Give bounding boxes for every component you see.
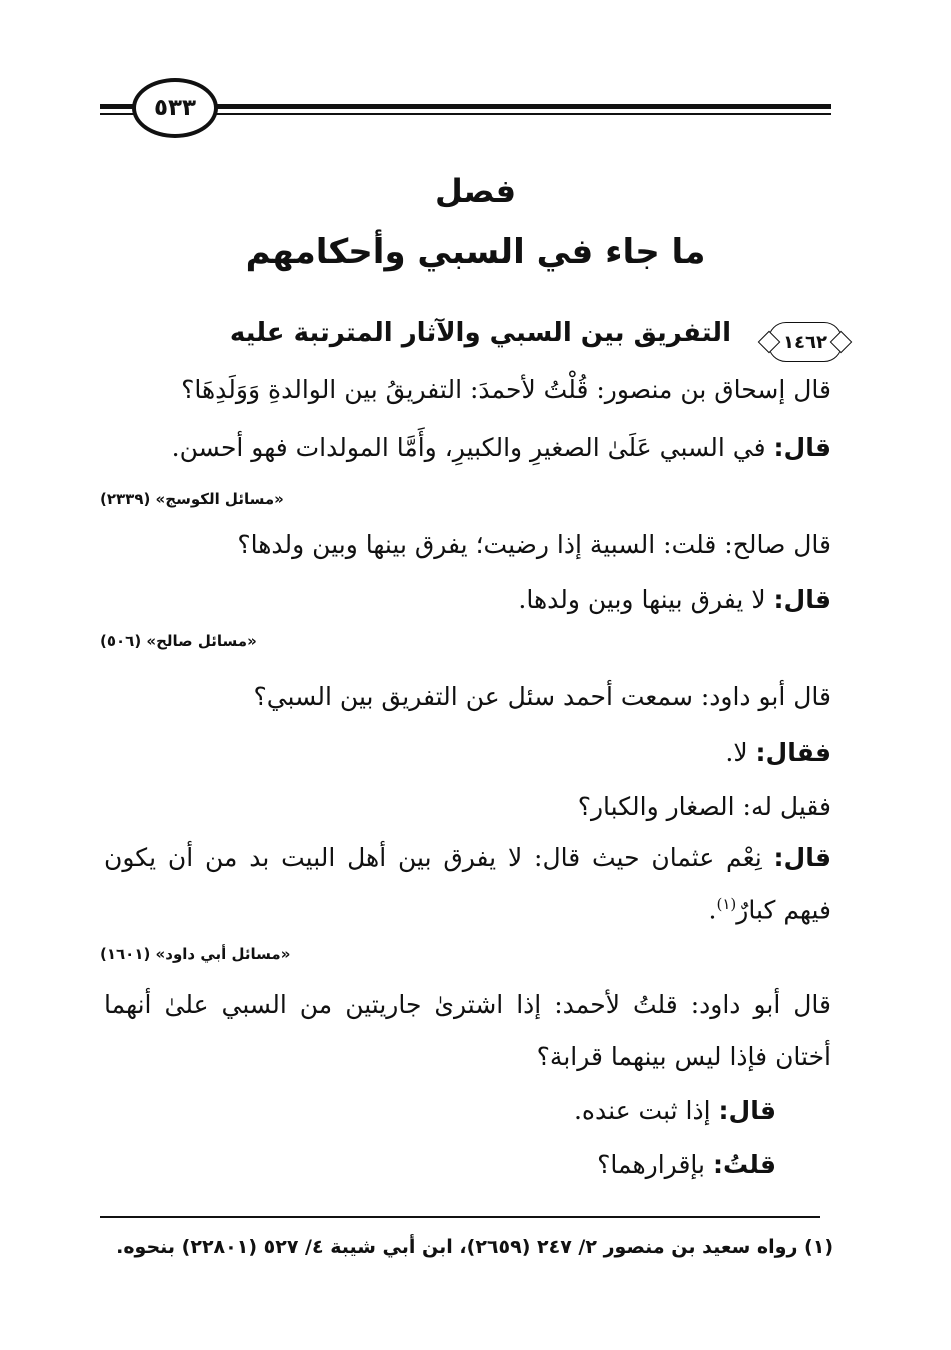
source-citation: «مسائل الكوسج» (٢٣٣٩) <box>100 490 284 508</box>
answer-text: في السبي عَلَىٰ الصغيرِ والكبيرِ، وأَمَّا المولدات فهو أحسن. <box>171 433 766 462</box>
paragraph-line <box>172 433 831 462</box>
header-rule-left <box>100 104 134 109</box>
answer-text: نِعْم عثمان حيث قال: لا يفرق بين أهل البيت بد من أن يكون <box>104 843 762 872</box>
source-citation: «مسائل صالح» (٥٠٦) <box>100 632 257 650</box>
answer-text: لا يفرق بينها وبين ولدها. <box>518 585 766 614</box>
speaker-label: قال: <box>773 585 831 614</box>
footnote-reference[interactable]: (١) <box>716 895 737 913</box>
footnote-text: رواه سعيد بن منصور ٢/ ٢٤٧ (٢٦٥٩)، ابن أبي شيبة ٤/ ٥٢٧ (٢٢٨٠١) بنحوه. <box>116 1236 798 1258</box>
paragraph-line <box>518 585 831 614</box>
answer-text: إذا ثبت عنده. <box>573 1096 711 1125</box>
speaker-label: قال: <box>773 843 831 872</box>
speaker-label: قال: <box>773 433 831 462</box>
paragraph-line <box>574 1096 776 1125</box>
footnote-separator <box>100 1216 820 1218</box>
paragraph-line: فقيل له: الصغار والكبار؟ <box>577 792 831 821</box>
header-rule-right <box>214 104 831 109</box>
header-rule-thin-right <box>214 113 831 115</box>
chapter-title: ما جاء في السبي وأحكامهم <box>245 232 706 272</box>
section-heading: فصل <box>434 172 517 210</box>
source-citation: «مسائل أبي داود» (١٦٠١) <box>100 945 291 963</box>
answer-text: فيهم كبارٌ <box>736 895 831 925</box>
paragraph-line <box>709 895 831 924</box>
sentence-end: . <box>708 895 717 925</box>
paragraph-line <box>725 738 831 767</box>
paragraph-line: قال إسحاق بن منصور: قُلْتُ لأحمدَ: التفريقُ بين الوالدةِ وَوَلَدِهَا؟ <box>181 375 831 404</box>
paragraph-line: أختان فإذا ليس بينهما قرابة؟ <box>536 1042 831 1071</box>
paragraph-line: قال أبو داود: قلتُ لأحمد: إذا اشترىٰ جاريتين من السبي علىٰ أنهما <box>104 990 831 1019</box>
page-number: ٥٣٣ <box>132 78 218 138</box>
issue-title: التفريق بين السبي والآثار المترتبة عليه <box>229 318 731 348</box>
paragraph-line <box>597 1150 776 1179</box>
paragraph-line: قال أبو داود: سمعت أحمد سئل عن التفريق بين السبي؟ <box>253 682 831 711</box>
paragraph-line: قال صالح: قلت: السبية إذا رضيت؛ يفرق بينها وبين ولدها؟ <box>237 530 831 559</box>
header-rule-thin-left <box>100 113 134 115</box>
footnote-marker: (١) <box>804 1236 833 1258</box>
speaker-label: فقال: <box>755 738 831 767</box>
answer-text: بإقرارهما؟ <box>597 1150 705 1179</box>
answer-text: لا. <box>725 738 748 767</box>
speaker-label: قلتُ: <box>712 1150 776 1179</box>
footnote <box>116 1236 833 1258</box>
issue-number-badge: ١٤٦٢ <box>768 322 842 362</box>
speaker-label: قال: <box>718 1096 776 1125</box>
paragraph-line <box>104 843 831 872</box>
